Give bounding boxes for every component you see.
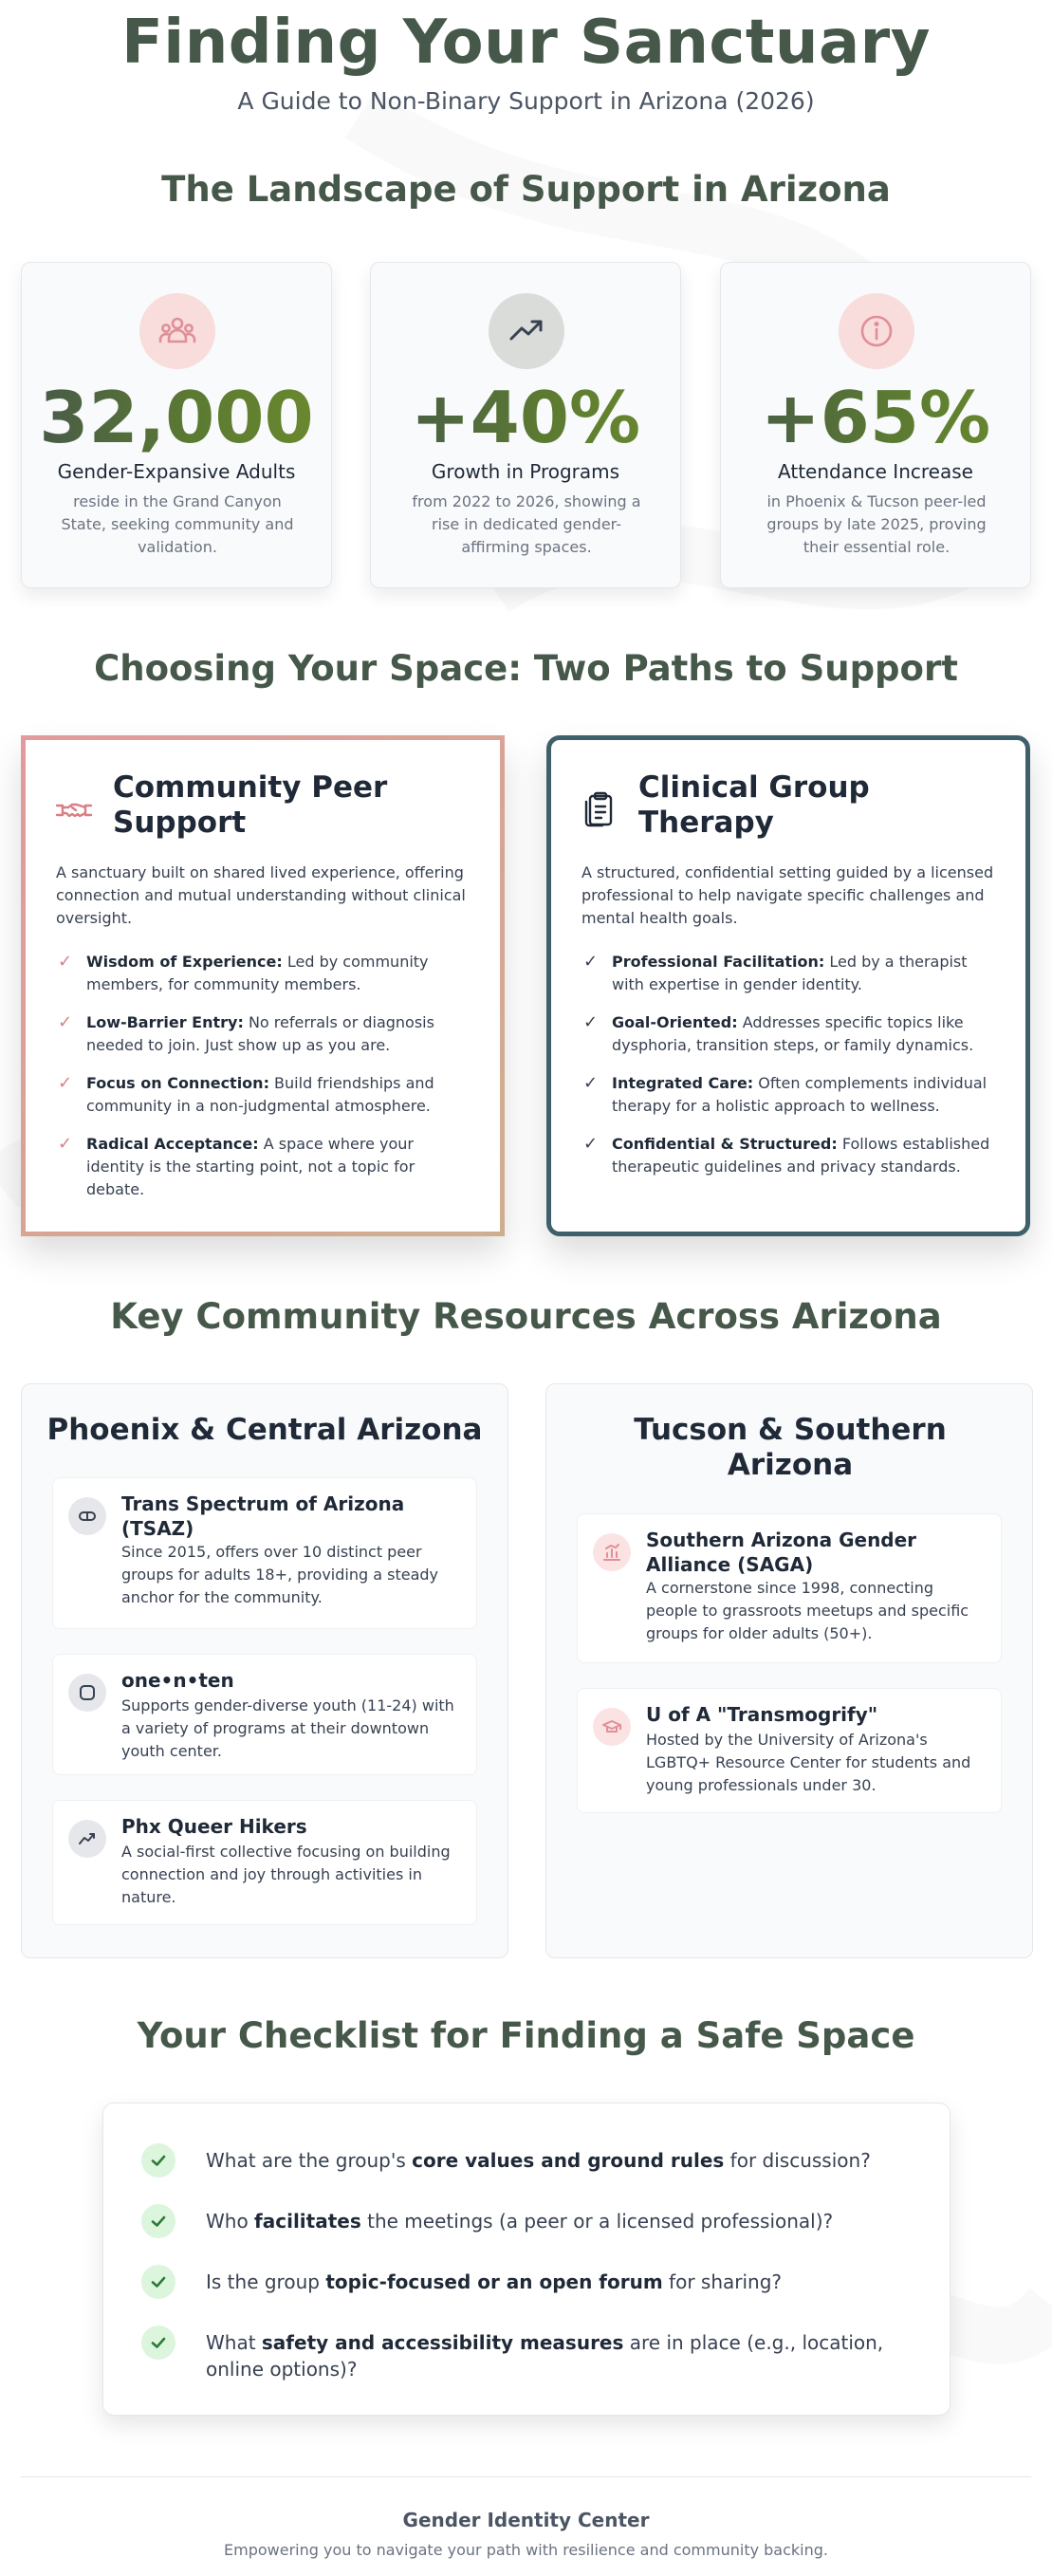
item-text: A space where your identity is the starting point, not a topic for debate. [86, 1135, 415, 1198]
chat-bubble-icon [68, 1674, 106, 1712]
checklist-question: Who facilitates the meetings (a peer or a licensed professional)? [206, 2210, 834, 2233]
list-item [56, 1133, 473, 1201]
peer-support-list [56, 951, 473, 1216]
resource-description: A social-first collective focusing on building connection and joy through activities in nature. [121, 1843, 451, 1906]
resource-name: one•n•ten [121, 1669, 234, 1692]
resource-card-phx-queer-hikers[interactable] [52, 1800, 477, 1925]
pill-icon [68, 1497, 106, 1535]
tucson-resources-column [545, 1383, 1033, 1958]
checkmark-icon [141, 2143, 175, 2178]
trending-up-icon [489, 293, 564, 369]
resource-name: Trans Spectrum of Arizona (TSAZ) [121, 1492, 405, 1540]
list-item [581, 1011, 999, 1057]
footer-tagline: Empowering you to navigate your path with resilience and community backing. [224, 2541, 828, 2559]
item-text: Led by community members, for community members. [86, 953, 429, 993]
checkmark-icon [141, 2326, 175, 2360]
item-text: Follows established therapeutic guidelines and privacy standards. [612, 1135, 990, 1176]
list-item [581, 951, 999, 996]
info-icon [839, 293, 914, 369]
stat-value: +40% [371, 379, 680, 457]
resource-card-transmogrify[interactable] [577, 1688, 1002, 1813]
stat-card-attendance [720, 262, 1031, 588]
resource-card-one-n-ten[interactable] [52, 1654, 477, 1775]
item-heading: Focus on Connection: [86, 1074, 269, 1092]
resources-section-title: Key Community Resources Across Arizona [110, 1296, 942, 1337]
tucson-title: Tucson & Southern Arizona [634, 1413, 947, 1482]
bar-chart-icon [593, 1533, 631, 1571]
stat-label: Growth in Programs [431, 460, 620, 483]
page-title: Finding Your Sanctuary [121, 8, 931, 78]
item-text: Build friendships and community in a non-judgmental atmosphere. [86, 1074, 434, 1115]
stat-value: 32,000 [22, 379, 331, 457]
item-heading: Confidential & Structured: [612, 1135, 838, 1153]
item-heading: Professional Facilitation: [612, 953, 825, 971]
check-icon: ✓ [58, 952, 73, 972]
phoenix-resources-column [21, 1383, 508, 1958]
phoenix-title: Phoenix & Central Arizona [46, 1413, 483, 1447]
item-text: No referrals or diagnosis needed to join. Just show up as you are. [86, 1013, 434, 1054]
resource-description: Supports gender-diverse youth (11-24) with a variety of programs at their downtown youth center. [121, 1696, 454, 1760]
handshake-icon [54, 789, 94, 829]
stat-value: +65% [721, 379, 1030, 457]
resource-name: Southern Arizona Gender Alliance (SAGA) [646, 1529, 917, 1576]
stat-description: from 2022 to 2026, showing a rise in dedicated gender-affirming spaces. [412, 492, 641, 556]
stat-description: reside in the Grand Canyon State, seeking community and validation. [61, 492, 294, 556]
item-text: Addresses specific topics like dysphoria, transition steps, or family dynamics. [612, 1013, 974, 1054]
checklist-section-title: Your Checklist for Finding a Safe Space [137, 2015, 915, 2056]
footer-organization: Gender Identity Center [402, 2509, 650, 2531]
check-icon: ✓ [58, 1012, 73, 1032]
resource-description: Since 2015, offers over 10 distinct peer groups for adults 18+, providing a steady anchor for the community. [121, 1543, 438, 1606]
clinical-therapy-list [581, 951, 999, 1194]
item-text: Led by a therapist with expertise in gender identity. [612, 953, 968, 993]
resource-name: Phx Queer Hikers [121, 1815, 307, 1838]
peer-support-title: Community Peer Support [113, 770, 388, 840]
clinical-therapy-intro: A structured, confidential setting guided by a licensed professional to help navigate specific challenges and mental health goals. [581, 863, 994, 927]
footer-divider [21, 2476, 1031, 2477]
check-icon: ✓ [583, 952, 599, 972]
check-icon: ✓ [583, 1073, 599, 1093]
stat-label: Attendance Increase [778, 460, 973, 483]
peer-support-intro: A sanctuary built on shared lived experience, offering connection and mutual understanding without clinical oversight. [56, 863, 466, 927]
list-item [581, 1133, 999, 1178]
check-icon: ✓ [583, 1134, 599, 1154]
item-text: Often complements individual therapy for a holistic approach to wellness. [612, 1074, 987, 1115]
resource-card-saga[interactable] [577, 1513, 1002, 1663]
item-heading: Wisdom of Experience: [86, 953, 283, 971]
clipboard-icon [580, 789, 619, 829]
check-icon: ✓ [58, 1134, 73, 1154]
checkmark-icon [141, 2204, 175, 2238]
checkmark-icon [141, 2265, 175, 2299]
paths-section-title: Choosing Your Space: Two Paths to Support [94, 648, 958, 689]
peer-support-card [21, 735, 505, 1236]
stat-label: Gender-Expansive Adults [57, 460, 296, 483]
checklist-card [102, 2103, 950, 2416]
list-item [56, 1011, 473, 1057]
check-icon: ✓ [58, 1073, 73, 1093]
list-item [56, 951, 473, 996]
landscape-section-title: The Landscape of Support in Arizona [161, 169, 891, 210]
clinical-therapy-card [546, 735, 1030, 1236]
resource-card-tsaz[interactable] [52, 1477, 477, 1629]
checklist-question: What safety and accessibility measures are in place (e.g., location, online options)? [206, 2331, 884, 2381]
clinical-therapy-title: Clinical Group Therapy [638, 770, 870, 840]
hiking-trail-icon [68, 1820, 106, 1858]
item-heading: Goal-Oriented: [612, 1013, 738, 1031]
page-subtitle: A Guide to Non-Binary Support in Arizona (2026) [237, 87, 815, 115]
list-item [581, 1072, 999, 1118]
item-heading: Low-Barrier Entry: [86, 1013, 244, 1031]
people-icon [139, 293, 215, 369]
checklist-question: What are the group's core values and ground rules for discussion? [206, 2149, 871, 2172]
mortarboard-icon [593, 1708, 631, 1746]
checklist-question: Is the group topic-focused or an open forum for sharing? [206, 2270, 783, 2293]
resource-description: Hosted by the University of Arizona's LGBTQ+ Resource Center for students and young professionals under 30. [646, 1731, 971, 1794]
stat-card-growth [370, 262, 681, 588]
list-item [56, 1072, 473, 1118]
resource-name: U of A "Transmogrify" [646, 1703, 878, 1726]
stat-card-adults [21, 262, 332, 588]
item-heading: Radical Acceptance: [86, 1135, 259, 1153]
stat-description: in Phoenix & Tucson peer-led groups by late 2025, proving their essential role. [766, 492, 987, 556]
resource-description: A cornerstone since 1998, connecting people to grassroots meetups and specific groups for older adults (50+). [646, 1579, 969, 1642]
item-heading: Integrated Care: [612, 1074, 754, 1092]
check-icon: ✓ [583, 1012, 599, 1032]
